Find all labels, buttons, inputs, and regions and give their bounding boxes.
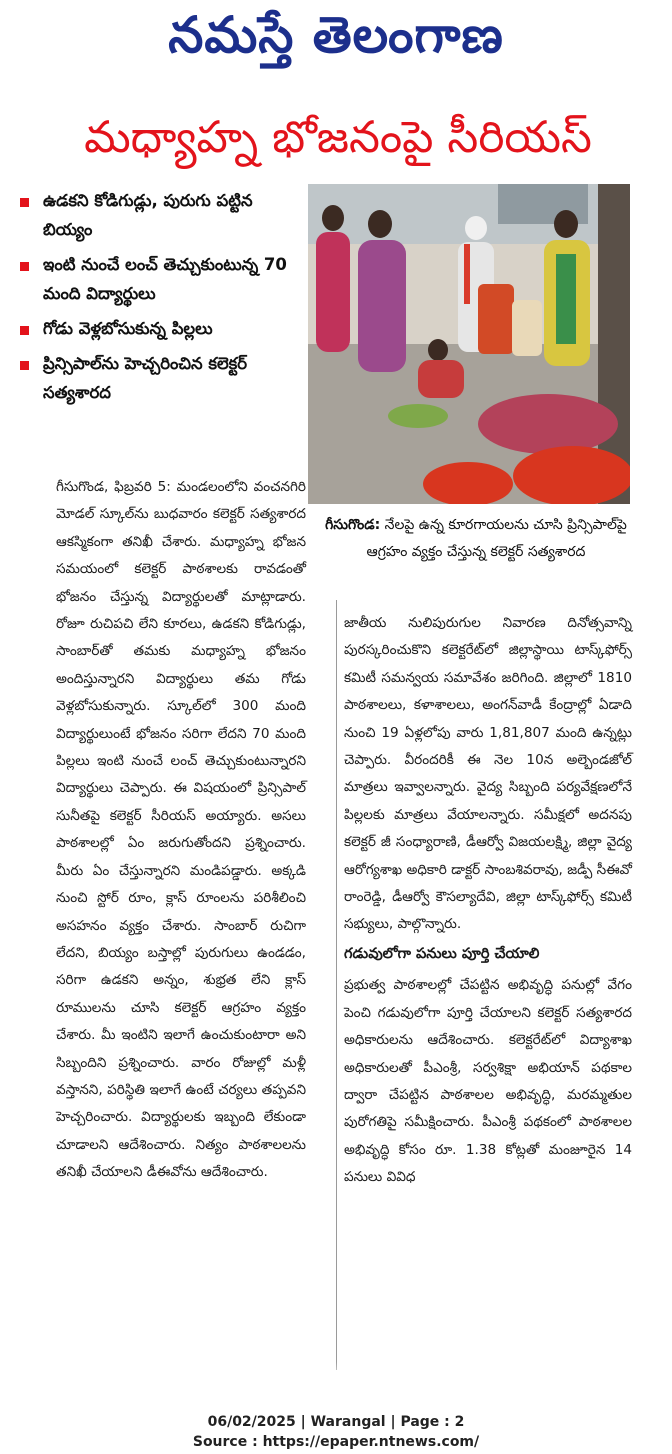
article-column-left: [56, 474, 306, 1187]
article-paragraph: జాతీయ నులిపురుగుల నివారణ దినోత్సవాన్ని పురస్కరించుకొని కలెక్టరేట్‌లో జిల్లాస్థాయి టాస్క్‌ఫోర్స్ కమిటీ సమన్వయ సమావేశం జరిగింది. జిల్లాలో 1810 పాఠశాలలు, కళాశాలలు, అంగన్‌వాడీ కేంద్రాల్లో ఏడాది నుంచి 19 ఏళ్లలోపు వారు 1,81,807 మంది ఉన్నట్లు చెప్పారు. వీరందరికీ ఈ నెల 10న అల్బెండజోల్ మాత్రలు ఇవ్వాలన్నారు. వైద్య సిబ్బంది పర్యవేక్షణలోనే పిల్లలకు మాత్రలు వేయాలన్నారు. సమీక్షలో అదనపు కలెక్టర్ జీ సంధ్యారాణి, డీఆర్వో విజయలక్ష్మి, జిల్లా వైద్య ఆరోగ్యశాఖ అధికారి డాక్టర్ సాంబశివరావు, జడ్పీ సీఈవో రాంరెడ్డి, డీఆర్వో కౌసల్యాదేవి, జిల్లా టాస్క్‌ఫోర్స్ కమిటీ సభ్యులు, పాల్గొన్నారు.: [344, 615, 632, 933]
highlight-text: ఇంటి నుంచే లంచ్ తెచ్చుకుంటున్న 70 మంది విద్యార్థులు: [43, 255, 287, 303]
photo-illustration: [308, 184, 630, 504]
page-footer: [0, 1412, 672, 1452]
highlight-item: [20, 186, 304, 244]
highlight-text: గోడు వెళ్లబోసుకున్న పిల్లలు: [43, 319, 213, 338]
highlight-item: [20, 349, 304, 407]
highlight-text: ఉడకని కోడిగుడ్లు, పురుగు పట్టిన బియ్యం: [43, 191, 253, 239]
caption-text: నేలపై ఉన్న కూరగాయలను చూసి ప్రిన్సిపాల్‌పై ఆగ్రహం వ్యక్తం చేస్తున్న కలెక్టర్ సత్యశారద: [366, 517, 627, 560]
bullet-square-icon: [20, 198, 29, 207]
highlight-item: [20, 250, 304, 308]
article-paragraph: గీసుగొండ, ఫిబ్రవరి 5: మండలంలోని వంచనగిరి మోడల్ స్కూల్‌ను బుధవారం కలెక్టర్ సత్యశారద ఆకస్మికంగా తనిఖీ చేశారు. మధ్యాహ్న భోజన సమయంలో కలెక్టర్ పాఠశాలకు రావడంతో భోజనం చేస్తున్న విద్యార్థులతో మాట్లాడారు. రోజూ రుచిపచి లేని కూరలు, ఉడకని కోడిగుడ్లు, సాంబార్‌తో తమకు మధ్యాహ్న భోజనం అందిస్తున్నారని విద్యార్థులు తమ గోడు వెళ్లబోసుకున్నారు. స్కూల్‌లో 300 మంది విద్యార్థులుంటే భోజనం సరిగా లేదని 70 మంది పిల్లలు ఇంటి నుంచే లంచ్ తెచ్చుకుంటున్నారని విద్యార్థులు చెప్పారు. ఈ విషయంలో ప్రిన్సిపాల్ సునీతపై కలెక్టర్ సీరియస్ అయ్యారు. అసలు పాఠశాలల్లో ఏం జరుగుతోందని ప్రశ్నించారు. మీరు ఏం చేస్తున్నారని మండిపడ్డారు. అక్కడి నుంచి స్టోర్ రూం, క్లాస్ రూంలను పరిశీలించి అసహనం వ్యక్తం చేశారు. సాంబార్ రుచిగా లేదని, బియ్యం బస్తాల్లో పురుగులు ఉండడం, సరిగా ఉడకని అన్నం, శుభ్రత లేని క్లాస్ రూములను చూసి కలెక్టర్ ఆగ్రహం వ్యక్తం చేశారు. మీ ఇంటిని ఇలాగే ఉంచుకుంటారా అని సిబ్బందిని ప్రశ్నించారు. వారం రోజుల్లో మళ్లీ వస్తానని, పరిస్థితి ఇలాగే ఉంటే చర్యలు తప్పవని హెచ్చరించారు. విద్యార్థులకు ఇబ్బంది లేకుండా చూడాలని ఆదేశించారు. నిత్యం పాఠశాలలను తనిఖీ చేయాలని డీఈవోను ఆదేశించారు.: [56, 479, 306, 1181]
masthead: [0, 0, 672, 92]
source-link[interactable]: Source : https://epaper.ntnews.com/: [192, 1434, 480, 1450]
bullet-square-icon: [20, 262, 29, 271]
headline: మధ్యాహ్న భోజనంపై సీరియస్: [84, 112, 592, 163]
news-photo: [308, 184, 630, 504]
highlights-list: [20, 186, 304, 413]
article-column-right: [344, 610, 632, 1192]
article-paragraph: ప్రభుత్వ పాఠశాలల్లో చేపట్టిన అభివృద్ధి పనుల్లో వేగం పెంచి గడువులోగా పూర్తి చేయాలని కలెక్టర్ సత్యశారద అధికారులను ఆదేశించారు. కలెక్టరేట్‌లో విద్యాశాఖ అధికారులతో పీఎంశ్రీ, సర్వశిక్షా అభియాన్ పథకాల ద్వారా చేపట్టిన పాఠశాలల అభివృద్ధి, మరమ్మతుల పురోగతిపై సమీక్షించారు. పీఎంశ్రీ పథకంలో పాఠశాలల అభివృద్ధి కోసం రూ. 1.38 కోట్లతో మంజూరైన 14 పనులు వివిధ: [344, 977, 632, 1186]
page-cut-fade: [50, 1362, 640, 1384]
highlight-text: ప్రిన్సిపాల్‌ను హెచ్చరించిన కలెక్టర్ సత్యశారద: [43, 354, 248, 402]
bullet-square-icon: [20, 326, 29, 335]
column-divider: [336, 600, 337, 1370]
bullet-square-icon: [20, 361, 29, 370]
caption-place: గీసుగొండ:: [325, 517, 381, 533]
highlight-item: [20, 314, 304, 343]
photo-caption: [312, 512, 640, 566]
article-subheading: గడువులోగా పనులు పూర్తి చేయాలి: [344, 945, 540, 962]
edition-info: 06/02/2025 | Warangal | Page : 2: [207, 1414, 465, 1430]
newspaper-name: నమస్తే తెలంగాణ: [168, 6, 504, 64]
